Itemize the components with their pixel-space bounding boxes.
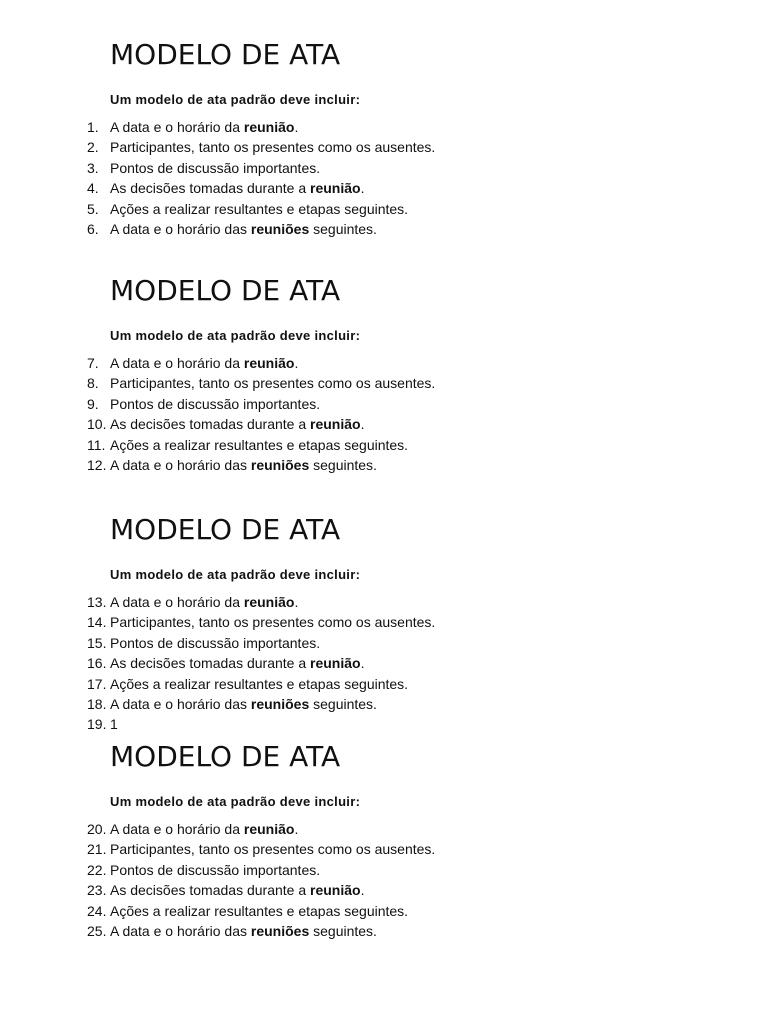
list-text-tail: seguintes. (309, 695, 377, 712)
bold-word: reunião (310, 882, 361, 899)
section-intro: Um modelo de ata padrão deve incluir: (110, 92, 361, 107)
list-number: 1. (87, 119, 99, 135)
list-number: 17. (87, 675, 107, 692)
list-number: 10. (87, 416, 107, 433)
list-number: 13. (87, 594, 107, 610)
list-text-tail: . (360, 416, 365, 433)
list-text-tail: . (360, 655, 365, 672)
list-text-tail: . (294, 355, 299, 371)
list-number: 19. (87, 716, 107, 733)
list-text: Pontos de discussão importantes. (110, 159, 321, 176)
list-text: As decisões tomadas durante a (110, 180, 311, 197)
list-text: Ações a realizar resultantes e etapas seguintes. (110, 902, 409, 919)
bold-word: reuniões (250, 220, 310, 237)
bold-word: reuniões (250, 456, 310, 473)
list-text: A data e o horário da (110, 594, 244, 610)
list-text: Pontos de discussão importantes. (110, 395, 321, 412)
bold-word: reunião (310, 416, 361, 433)
section-intro: Um modelo de ata padrão deve incluir: (110, 794, 361, 809)
section-intro: Um modelo de ata padrão deve incluir: (110, 567, 361, 582)
section-title: MODELO DE ATA (110, 513, 341, 546)
section-intro: Um modelo de ata padrão deve incluir: (110, 328, 361, 343)
list-text: A data e o horário da (110, 821, 244, 837)
list-number: 25. (87, 922, 107, 939)
list-text: Ações a realizar resultantes e etapas seguintes. (110, 200, 409, 217)
bold-word: reunião (310, 180, 361, 197)
list-number: 5. (87, 200, 99, 217)
list-number: 7. (87, 355, 99, 371)
list-text: Ações a realizar resultantes e etapas seguintes. (110, 675, 409, 692)
list-number: 23. (87, 882, 107, 899)
list-number: 6. (87, 220, 99, 237)
list-text: Participantes, tanto os presentes como os ausentes. (110, 614, 436, 631)
list-number: 8. (87, 375, 99, 392)
bold-word: reunião (243, 594, 295, 610)
list-number: 18. (87, 695, 107, 712)
list-text-tail: . (360, 882, 365, 899)
list-number: 3. (87, 159, 99, 176)
bold-word: reuniões (250, 922, 310, 939)
list-text-tail: . (360, 180, 365, 197)
list-text-tail: . (294, 119, 299, 135)
list-text: A data e o horário das (110, 922, 251, 939)
list-number: 21. (87, 841, 107, 858)
list-text: A data e o horário da (110, 355, 244, 371)
list-text: A data e o horário das (110, 456, 251, 473)
list-text: Pontos de discussão importantes. (110, 861, 321, 878)
section-title: MODELO DE ATA (110, 274, 341, 307)
list-number: 22. (87, 861, 107, 878)
list-text: As decisões tomadas durante a (110, 416, 311, 433)
list-text-tail: . (294, 821, 299, 837)
list-text-tail: seguintes. (309, 220, 377, 237)
list-text-tail: seguintes. (309, 456, 377, 473)
list-text-tail: seguintes. (309, 922, 377, 939)
list-number: 12. (87, 456, 107, 473)
list-number: 11. (87, 436, 106, 453)
list-number: 15. (87, 634, 107, 651)
list-text: Participantes, tanto os presentes como os ausentes. (110, 841, 436, 858)
bold-word: reunião (310, 655, 361, 672)
list-text: Participantes, tanto os presentes como os ausentes. (110, 139, 436, 156)
section-title: MODELO DE ATA (110, 38, 341, 71)
list-text-tail: . (294, 594, 299, 610)
list-text: A data e o horário das (110, 220, 251, 237)
list-number: 24. (87, 902, 107, 919)
list-text: 1 (110, 716, 118, 733)
list-text: Participantes, tanto os presentes como os ausentes. (110, 375, 436, 392)
list-text: A data e o horário da (110, 119, 244, 135)
list-text: Ações a realizar resultantes e etapas seguintes. (110, 436, 409, 453)
bold-word: reunião (243, 355, 295, 371)
list-number: 20. (87, 821, 107, 837)
list-number: 14. (87, 614, 107, 631)
section-title: MODELO DE ATA (110, 740, 341, 773)
bold-word: reuniões (250, 695, 310, 712)
bold-word: reunião (243, 119, 295, 135)
list-text: As decisões tomadas durante a (110, 655, 311, 672)
list-number: 9. (87, 395, 99, 412)
list-number: 16. (87, 655, 107, 672)
list-number: 4. (87, 180, 99, 197)
list-text: Pontos de discussão importantes. (110, 634, 321, 651)
list-number: 2. (87, 139, 99, 156)
list-text: A data e o horário das (110, 695, 251, 712)
bold-word: reunião (243, 821, 295, 837)
list-text: As decisões tomadas durante a (110, 882, 311, 899)
